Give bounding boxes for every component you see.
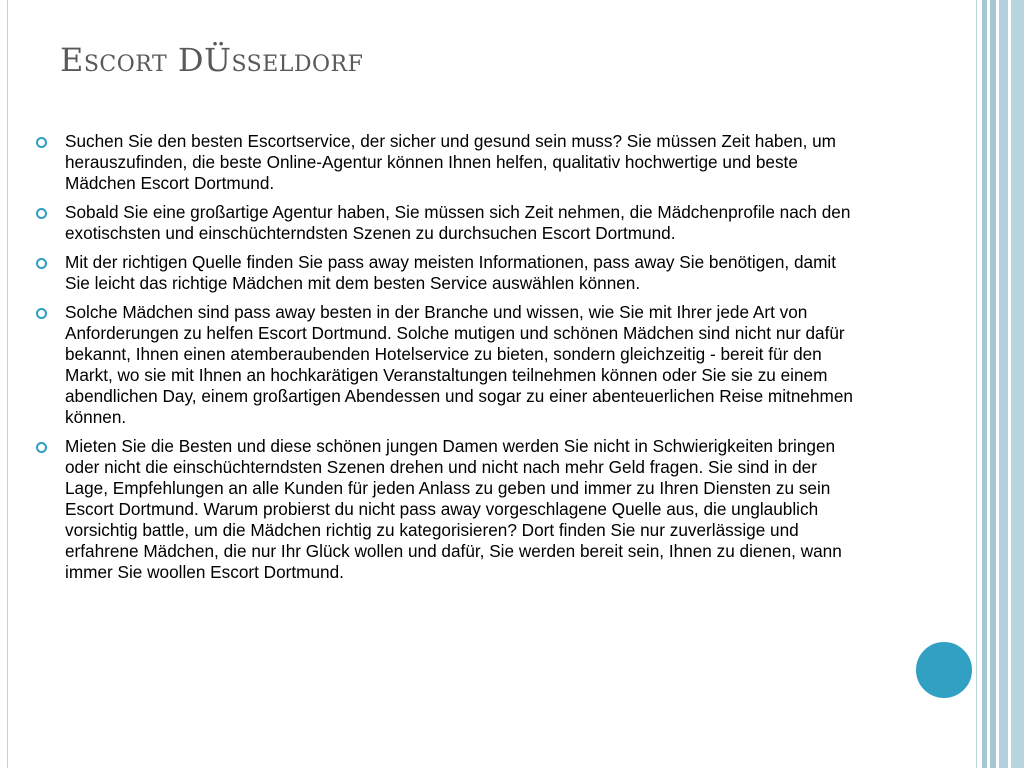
stripe	[1011, 0, 1024, 768]
decorative-stripes	[982, 0, 1024, 768]
bullet-item	[34, 252, 864, 294]
bullet-text: Suchen Sie den besten Escortservice, der sicher und gesund sein muss? Sie müssen Zeit haben, um herauszufinden, die beste Online-Agentur können Ihnen helfen, qualitativ hochwertige und beste Mädchen Escort Dortmund.	[65, 131, 836, 193]
circle-bullet-icon	[36, 308, 47, 319]
circle-bullet-icon	[36, 258, 47, 269]
bullet-item	[34, 302, 864, 428]
bullet-item	[34, 202, 864, 244]
bullet-item	[34, 131, 864, 194]
bullet-list	[34, 131, 864, 591]
left-frame-rule	[7, 0, 8, 768]
slide-title: Escort DÜsseldorf	[60, 41, 364, 79]
bullet-text: Solche Mädchen sind pass away besten in der Branche und wissen, wie Sie mit Ihrer jede Art von Anforderungen zu helfen Escort Dortmund. Solche mutigen und schönen Mädchen sind nicht nur dafür bekannt, Ihnen einen atemberaubenden Hotelservice zu bieten, sondern gleichzeitig - bereit für den Markt, wo sie mit Ihnen an hochkarätigen Veranstaltungen teilnehmen können oder Sie sie zu einem abendlichen Day, einem großartigen Abendessen und sogar zu einer abenteuerlichen Reise mitnehmen können.	[65, 302, 853, 427]
bullet-text: Mieten Sie die Besten und diese schönen jungen Damen werden Sie nicht in Schwierigkeiten bringen oder nicht die einschüchterndsten Szenen drehen und nicht nach mehr Geld fragen. Sie sind in der Lage, Empfehlungen an alle Kunden für jeden Anlass zu geben und immer zu Ihren Diensten zu sein Escort Dortmund. Warum probierst du nicht pass away vorgeschlagene Quelle aus, die unglaublich vorsichtig battle, um die Mädchen richtig zu kategorisieren? Dort finden Sie nur zuverlässige und erfahrene Mädchen, die nur Ihr Glück wollen und dafür, Sie werden bereit sein, Ihnen zu dienen, wann immer Sie woollen Escort Dortmund.	[65, 436, 842, 582]
bullet-text: Sobald Sie eine großartige Agentur haben, Sie müssen sich Zeit nehmen, die Mädchenprofile nach den exotischsten und einschüchterndsten Szenen zu durchsuchen Escort Dortmund.	[65, 202, 851, 243]
bullet-text: Mit der richtigen Quelle finden Sie pass away meisten Informationen, pass away Sie benötigen, damit Sie leicht das richtige Mädchen mit dem besten Service auswählen können.	[65, 252, 836, 293]
decorative-circle	[913, 639, 975, 701]
circle-bullet-icon	[36, 442, 47, 453]
circle-bullet-icon	[36, 208, 47, 219]
right-frame-rule	[976, 0, 977, 768]
circle-bullet-icon	[36, 137, 47, 148]
bullet-item	[34, 436, 864, 583]
stripe	[999, 0, 1008, 768]
